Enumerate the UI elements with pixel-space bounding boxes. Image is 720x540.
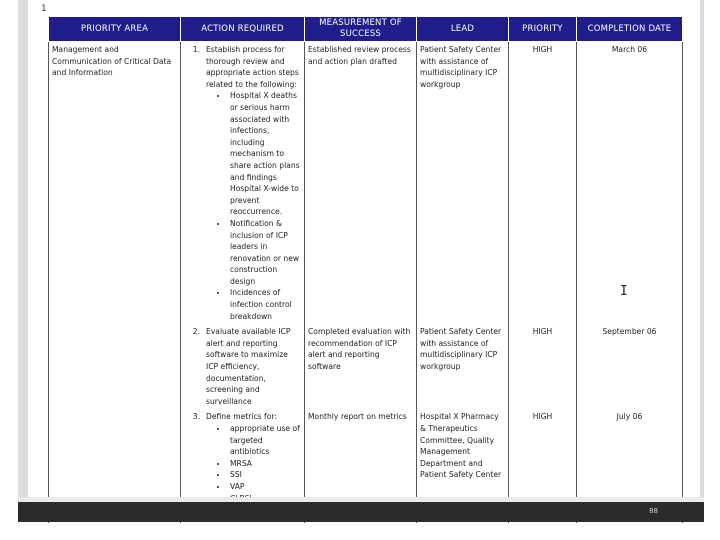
list-item: • Notification & inclusion of ICP leaders in renovation or new construction design [228,218,301,288]
table-header-row [49,17,683,42]
list-item: • VAP [228,481,301,493]
measurement-cell: Established review process and action plan drafted [305,42,417,325]
page-number: 88 [649,507,658,515]
action-intro: Define metrics for: [206,412,277,422]
lead-cell: Hospital X Pharmacy & Therapeutics Committee, Quality Management Department and Patient Safety Center [417,409,509,523]
lead-cell: Patient Safety Center with assistance of multidisciplinary ICP workgroup [417,324,509,409]
header-lead: LEAD [417,17,509,42]
action-bullet-list [206,90,301,322]
action-number: 1. [192,45,200,54]
document-page [28,0,700,497]
document-viewport[interactable] [18,0,704,497]
completion-date-cell: September 06 [577,324,683,409]
priority-cell: HIGH [509,324,577,409]
action-intro: Establish process for thorough review and appropriate action steps related to the following: [206,45,299,89]
header-priority-area: PRIORITY AREA [49,17,181,42]
priority-cell: HIGH [509,409,577,523]
completion-date-cell: July 06 [577,409,683,523]
header-action-required: ACTION REQUIRED [181,17,305,42]
table-row [49,324,683,409]
row-marker: 1 [41,4,47,14]
action-number: 2. [192,327,200,337]
priority-area-cell [49,324,181,409]
measurement-cell: Monthly report on metrics [305,409,417,523]
action-plan-table [48,16,683,523]
table-row [49,42,683,325]
list-item: • appropriate use of targeted antibiotics [228,423,301,458]
priority-area-cell: Management and Communication of Critical Data and Information [49,42,181,325]
lead-cell: Patient Safety Center with assistance of multidisciplinary ICP workgroup [417,42,509,325]
list-item: • Hospital X deaths or serious harm associated with infections, including mechanism to share action plans and findings Hospital X-wide to prevent reoccurrence. [228,90,301,218]
footer-bar [18,502,704,522]
action-cell [181,324,305,409]
action-intro: Evaluate available ICP alert and reporting software to maximize ICP efficiency, documentation, screening and surveillance [206,327,291,406]
mouse-ibeam-cursor-icon: I [620,284,628,299]
list-item: • SSI [228,469,301,481]
action-cell [181,42,305,325]
list-item: • Incidences of infection control breakdown [228,287,301,322]
header-measurement: MEASUREMENT OF SUCCESS [305,17,417,42]
completion-date-cell: March 06 [577,42,683,325]
priority-cell: HIGH [509,42,577,325]
action-number: 3. [192,412,200,422]
header-priority: PRIORITY [509,17,577,42]
header-completion-date: COMPLETION DATE [577,17,683,42]
measurement-cell: Completed evaluation with recommendation of ICP alert and reporting software [305,324,417,409]
list-item: • MRSA [228,458,301,470]
